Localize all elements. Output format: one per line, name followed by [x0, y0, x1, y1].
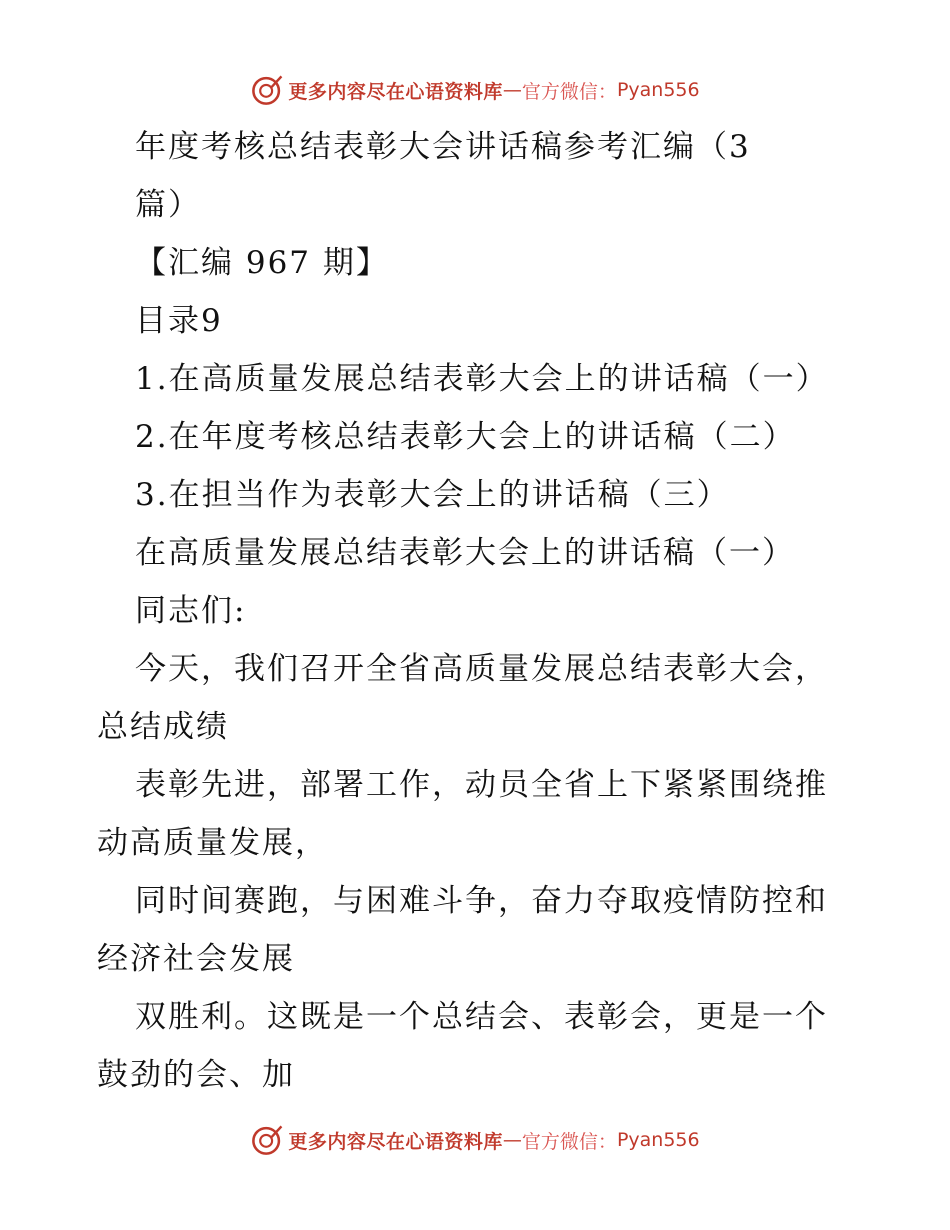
- section-title: 在高质量发展总结表彰大会上的讲话稿（一）: [135, 535, 795, 571]
- paragraph-2-line-1: 表彰先进，部署工作，动员全省上下紧紧围绕推: [135, 767, 828, 803]
- paragraph-1-line-2: 总结成绩: [97, 709, 229, 745]
- toc-item-1: 1.在高质量发展总结表彰大会上的讲话稿（一）: [135, 361, 829, 397]
- paragraph-3-line-2: 经济社会发展: [97, 941, 295, 977]
- banner-wechat-id: Pyan556: [616, 1129, 700, 1151]
- paragraph-4-line-2: 鼓劲的会、加: [97, 1057, 295, 1093]
- paragraph-2-line-2: 动高质量发展，: [97, 825, 328, 861]
- paragraph-3-line-1: 同时间赛跑，与困难斗争，奋力夺取疫情防控和: [135, 883, 828, 919]
- paragraph-1-line-1: 今天，我们召开全省高质量发展总结表彰大会，: [135, 651, 828, 687]
- paragraph-4-line-1: 双胜利。这既是一个总结会、表彰会，更是一个: [135, 999, 828, 1035]
- banner-main-text: 更多内容尽在心语资料库: [288, 1130, 503, 1153]
- document-title-line-2: 篇）: [135, 187, 201, 223]
- toc-item-3: 3.在担当作为表彰大会上的讲话稿（三）: [135, 477, 730, 513]
- issue-label: 【汇编 967 期】: [135, 245, 389, 281]
- salutation: 同志们:: [135, 593, 247, 629]
- pen-circle-logo-icon: [250, 73, 284, 107]
- banner-separator: —: [502, 79, 522, 101]
- document-title-line-1: 年度考核总结表彰大会讲话稿参考汇编（3: [135, 129, 751, 165]
- header-watermark-banner: [0, 70, 950, 110]
- banner-wechat-id: Pyan556: [616, 79, 700, 101]
- banner-main-text: 更多内容尽在心语资料库: [288, 80, 503, 103]
- toc-heading: 目录9: [135, 303, 223, 339]
- banner-wechat-label: 官方微信：: [521, 80, 617, 103]
- footer-watermark-banner: [0, 1120, 950, 1160]
- banner-separator: —: [502, 1129, 522, 1151]
- toc-item-2: 2.在年度考核总结表彰大会上的讲话稿（二）: [135, 419, 796, 455]
- pen-circle-logo-icon: [250, 1123, 284, 1157]
- banner-wechat-label: 官方微信：: [521, 1130, 617, 1153]
